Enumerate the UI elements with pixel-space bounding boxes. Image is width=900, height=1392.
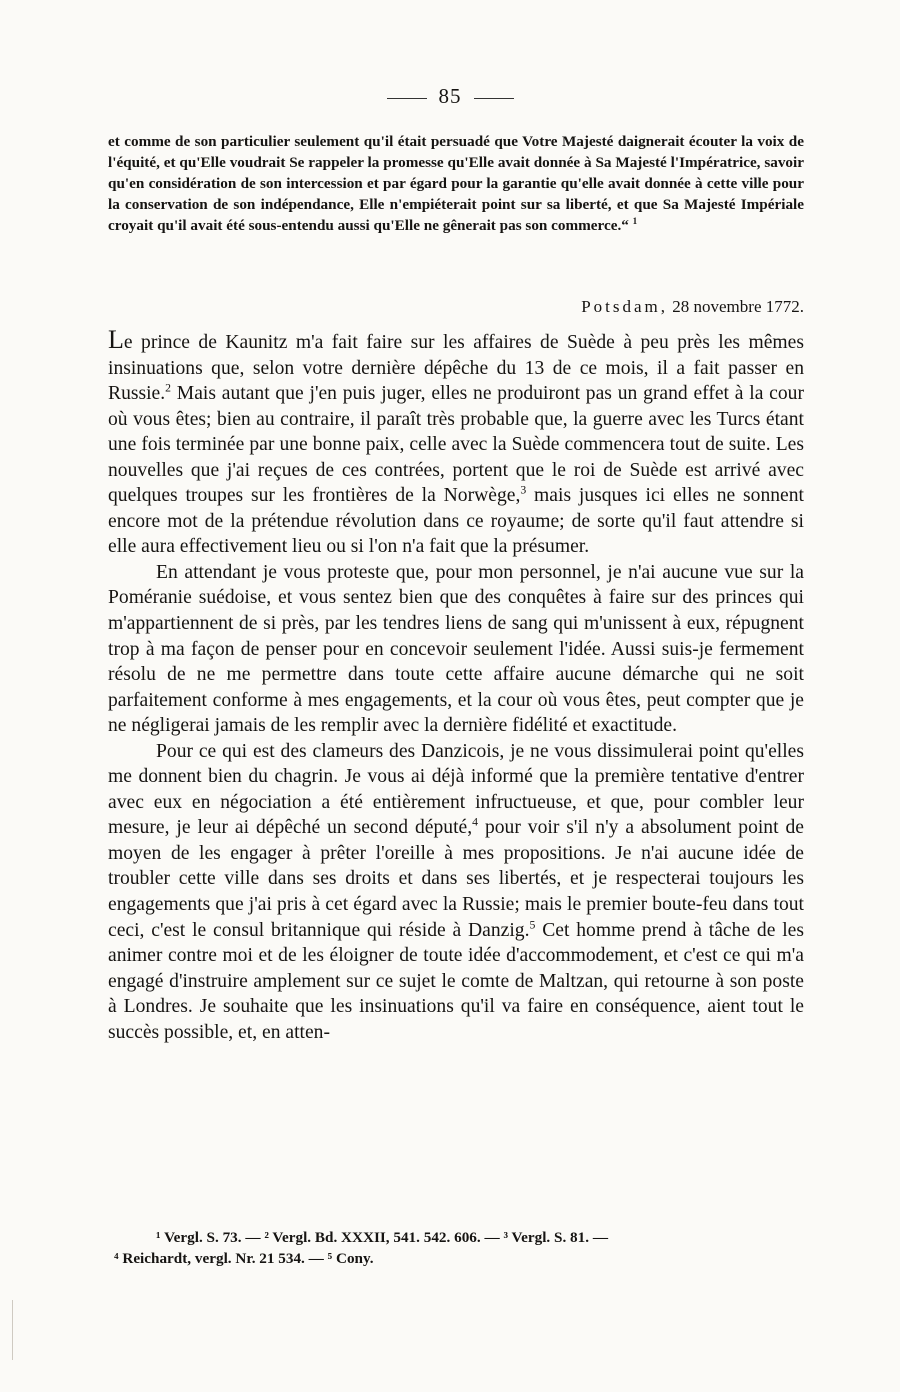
body-paragraph-1 (108, 327, 804, 560)
footnotes (108, 1227, 804, 1269)
page-number: 85 (438, 84, 462, 108)
dateline-place: Potsdam, (581, 297, 669, 316)
header-rule-left (387, 98, 427, 99)
header-rule-right (474, 98, 514, 99)
letter-body (108, 327, 804, 1045)
page-header (0, 84, 900, 109)
scan-edge-mark (12, 1300, 13, 1360)
footnote-line-2: ⁴ Reichardt, vergl. Nr. 21 534. — ⁵ Cony. (114, 1250, 374, 1267)
initial-letter: L (108, 325, 124, 354)
p1-text-a: e prince de Kaunitz m'a fait faire sur les affaires de Suède à peu près les mêmes insinuations que, selon votre dernière dépêche du 13 de ce mois, il a fait passer en Russie. (108, 332, 804, 405)
dateline (581, 297, 804, 317)
footnote-ref: 3 (520, 483, 527, 497)
quote-text: et comme de son particulier seulement qu'il était persuadé que Votre Majesté daignerait écouter la voix de l'équité, et qu'Elle voudrait Se rappeler la promesse qu'Elle avait donnée à Sa Majesté l'Impératrice, savoir qu'en considération de son intercession et par égard pour la garantie qu'elle avait donnée à cette ville pour la conservation de son indépendance, Elle n'empiéterait point sur sa liberté, et que Sa Majesté Impériale croyait qu'il avait été sous-entendu aussi qu'Elle ne gênerait pas son commerce.“ (108, 133, 804, 234)
footnote-ref: 1 (632, 215, 638, 226)
p1-text-c: mais jusques ici elles ne sonnent encore mot de la prétendue révolution dans ce royaume; de sorte qu'il faut attendre si elle aura effectivement lieu ou si l'on n'a fait que la présumer. (108, 485, 804, 558)
body-paragraph-3 (108, 739, 804, 1046)
footnote-ref: 2 (165, 381, 172, 395)
dateline-date: 28 novembre 1772. (672, 297, 804, 316)
p3-text-a: Pour ce qui est des clameurs des Danzicois, je ne vous dissimulerai point qu'elles me donnent bien du chagrin. Je vous ai déjà informé que la première tentative d'entrer avec eux en négociation a été entièrement infructueuse, et que, pour combler leur mesure, je leur ai dépêché un second député, (108, 740, 804, 839)
footnote-ref: 5 (529, 918, 536, 932)
p3-text-c: Cet homme prend à tâche de les animer contre moi et de les éloigner de toute idée d'accommodement, et c'est ce qui m'a engagé d'instruire amplement sur ce sujet le comte de Maltzan, qui retourne à son poste à Londres. Je souhaite que les insinuations qu'il va faire en conséquence, aient tout le succès possible, et, en atten- (108, 919, 805, 1043)
body-paragraph-2: En attendant je vous proteste que, pour mon personnel, je n'ai aucune vue sur la Poméranie suédoise, et vous sentez bien que des conquêtes à faire sur des princes qui m'appartiennent de si près, par les tendres liens de sang qui m'unissent à eux, répugnent trop à ma façon de penser pour en concevoir seulement l'idée. Aussi suis-je fermement résolu de ne me permettre dans toute cette affaire aucune démarche qui ne soit parfaitement conforme à mes engagements, et la cour où vous êtes, peut compter que je ne négligerai jamais de les remplir avec la dernière fidélité et exactitude. (108, 561, 804, 737)
p3-text-b: pour voir s'il n'y a absolument point de moyen de les engager à prêter l'oreille à mes propositions. Je n'ai aucune idée de troubler cette ville dans ses droits et dans ses libertés, et je respecterai toujours les engagements que j'ai pris à cet égard avec la Russie; mais le premier boute-feu dans tout ceci, c'est le consul britannique qui réside à Danzig. (108, 817, 804, 941)
footnote-line-1: ¹ Vergl. S. 73. — ² Vergl. Bd. XXXII, 541. 542. 606. — ³ Vergl. S. 81. — (156, 1229, 609, 1246)
footnote-ref: 4 (472, 815, 478, 829)
p1-text-b: Mais autant que j'en puis juger, elles ne produiront pas un grand effet à la cour où vous êtes; bien au contraire, il paraît très probable que, la guerre avec les Turcs étant une fois terminée par une bonne paix, celle avec la Suède commencera tout de suite. Les nouvelles que j'ai reçues de ces contrées, portent que le roi de Suède est arrivé avec quelques troupes sur les frontières de la Norwège, (108, 383, 804, 507)
quote-paragraph (108, 131, 804, 236)
quoted-passage (108, 131, 804, 236)
